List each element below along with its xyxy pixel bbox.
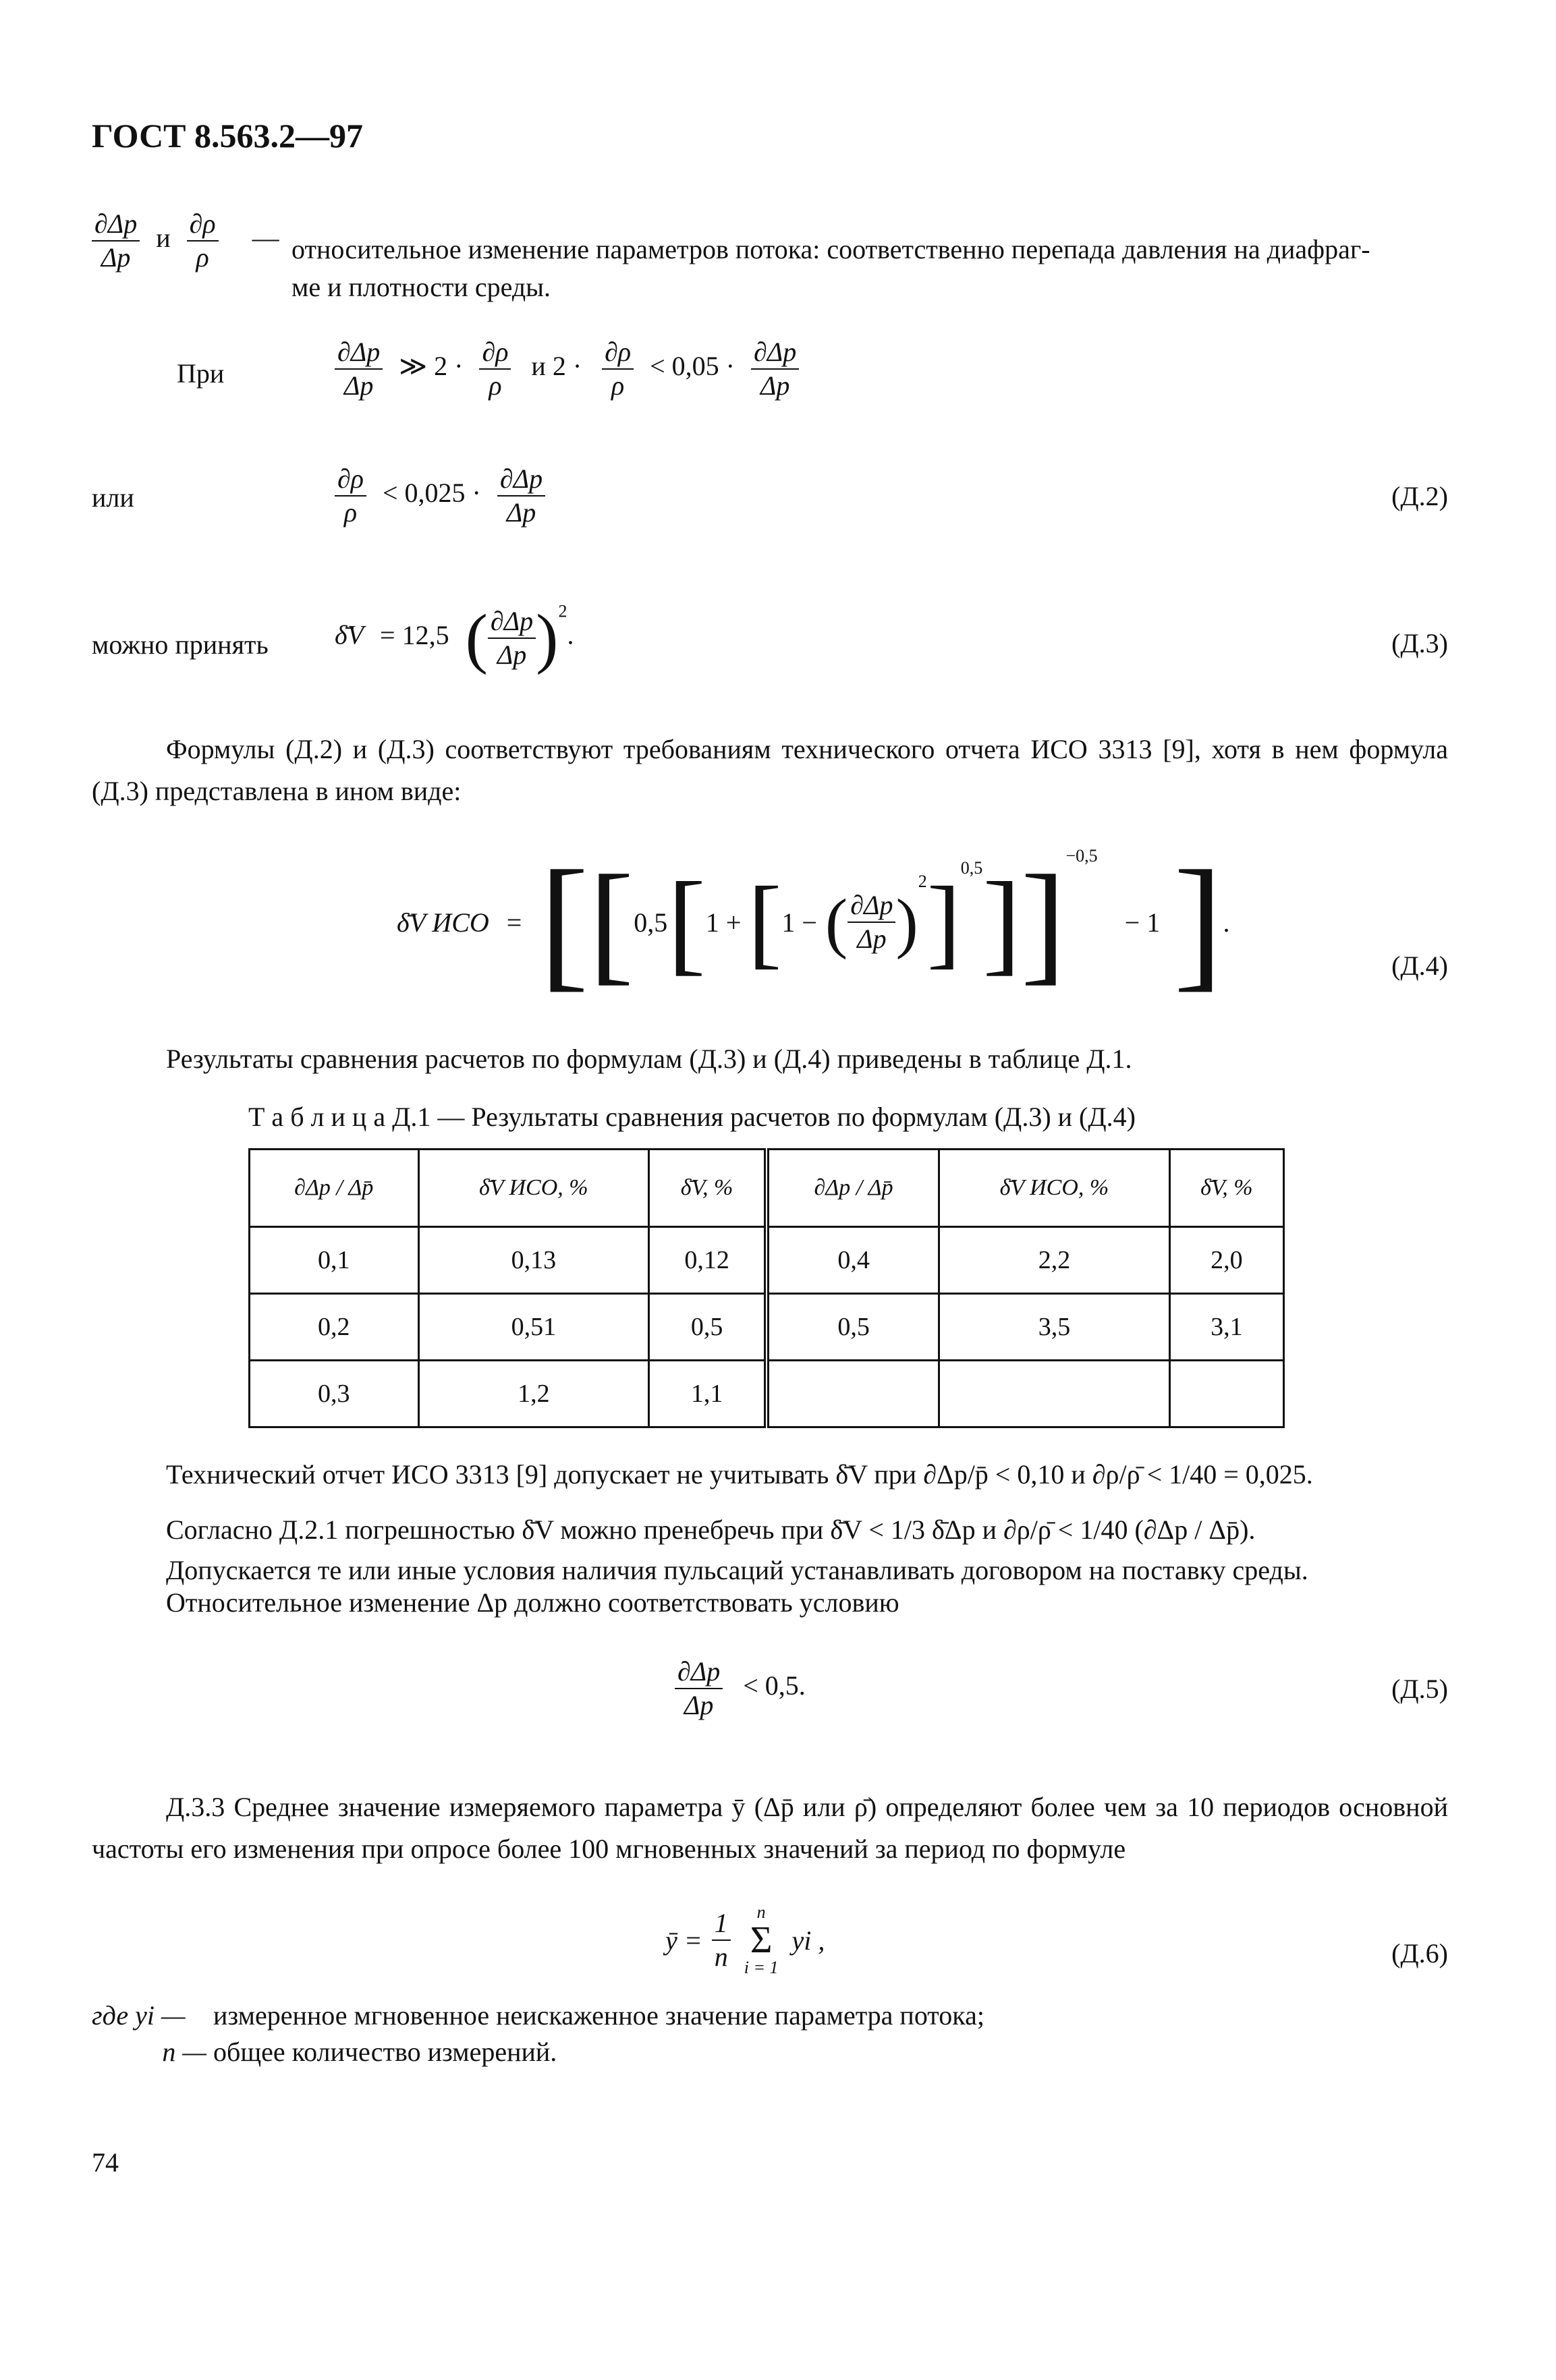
fraction: $\frac{\partial\Delta p}{\Delta p}$ (848, 892, 895, 953)
condition-formula: $\frac{\partial\Delta p}{\Delta p}$ ≫ 2 · $\frac{\partial\rho}{\rho}$ и 2 · $\frac{\partial\rho}{\rho}$ < 0,05 · $\frac{\partial\Delta p}{\Delta p}$ (335, 339, 799, 399)
equation-d2: $\frac{\partial\rho}{\rho}$ < 0,025 · $\frac{\partial\Delta p}{\Delta p}$ (335, 465, 545, 526)
table-cell: 0,4 (767, 1227, 939, 1294)
fraction: $\frac{\partial\Delta p}{\Delta p}$ (488, 608, 536, 669)
accept-label: можно принять (92, 629, 269, 660)
fraction: $\frac{\partial\Delta p}{\Delta p}$ (497, 465, 545, 526)
fraction: $\frac{\partial\rho}{\rho}$ (335, 465, 366, 526)
fraction: $\frac{1}{n}$ (712, 1910, 731, 1971)
paragraph: Согласно Д.2.1 погрешностью δ̄V можно пренебречь при δ̄V < 1/3 δ̄Δp и ∂ρ/ρ̄ < 1/40 (∂Δp / Δp̄). (166, 1514, 1256, 1545)
fraction: $\frac{\partial\Delta p}{\Delta p}$ (751, 339, 799, 399)
table-caption: Т а б л и ц а Д.1 — Результаты сравнения расчетов по формулам (Д.3) и (Д.4) (248, 1102, 1136, 1132)
table-header-cell: ∂Δp / Δp̄ (767, 1150, 939, 1227)
page-number: 74 (92, 2147, 119, 2178)
table-cell: 1,2 (418, 1361, 649, 1427)
equation-number: (Д.3) (1391, 628, 1448, 658)
table-cell: 3,5 (939, 1294, 1170, 1361)
table-cell: 0,2 (250, 1294, 419, 1361)
results-table (248, 1148, 1285, 1428)
table-cell (1169, 1361, 1283, 1427)
fraction: $\frac{\partial\rho}{\rho}$ (602, 339, 634, 399)
equation-number: (Д.4) (1391, 951, 1448, 981)
or-label: или (92, 482, 134, 513)
equation-d3: δ̄V = 12,5 ( $\frac{\partial\Delta p}{\Delta p}$ )$^2$. (335, 600, 574, 675)
table-cell: 0,5 (767, 1294, 939, 1361)
summation: n Σ i = 1 (744, 1902, 779, 1977)
paragraph: Результаты сравнения расчетов по формулам (Д.3) и (Д.4) приведены в таблице Д.1. (166, 1044, 1132, 1074)
equation-number: (Д.6) (1391, 1938, 1448, 1968)
table-cell: 0,5 (649, 1294, 767, 1361)
table-header-cell: δ̄V ИСО, % (939, 1150, 1170, 1227)
table-row (250, 1361, 1284, 1427)
paragraph: Относительное изменение Δp должно соответствовать условию (166, 1587, 899, 1618)
definition-text-2: ме и плотности среды. (291, 272, 551, 302)
fraction: $\frac{\partial\rho}{\rho}$ (479, 339, 511, 399)
paragraph: Формулы (Д.2) и (Д.3) соответствуют требованиям технического отчета ИСО 3313 [9], хотя в нем формула (Д.3) представлена в ином виде: (92, 734, 1448, 806)
document-title: ГОСТ 8.563.2—97 (92, 117, 364, 154)
table-cell: 0,51 (418, 1294, 649, 1361)
equation-number: (Д.2) (1391, 481, 1448, 511)
condition-label: При (177, 358, 225, 389)
table-header-cell: δ̄V, % (1169, 1150, 1283, 1227)
table-cell: 0,1 (250, 1227, 419, 1294)
table-cell: 3,1 (1169, 1294, 1283, 1361)
table-header-cell: δ̄V ИСО, % (418, 1150, 649, 1227)
paragraph: Допускается те или иные условия наличия пульсаций устанавливать договором на поставку среды. (166, 1555, 1308, 1585)
table-cell (939, 1361, 1170, 1427)
fraction: $\frac{\partial\Delta p}{\Delta p}$ (92, 210, 140, 271)
paragraph: Технический отчет ИСО 3313 [9] допускает не учитывать δ̄V при ∂Δp/p̄ < 0,10 и ∂ρ/ρ̄ < 1/40 = 0,025. (166, 1459, 1313, 1490)
fraction: $\frac{\partial\rho}{\rho}$ (187, 210, 219, 271)
table-row (250, 1227, 1284, 1294)
table-cell (767, 1361, 939, 1427)
equation-d5: $\frac{\partial\Delta p}{\Delta p}$ < 0,5. (675, 1658, 806, 1719)
equation-d4: δ̄V ИСО = [ [ 0,5 [ 1 + [ 1 − ( $\frac{\partial\Delta p}{\Delta p}$ ) 2 ] 0,5 ] ] −0,5 − 1 ] . (397, 839, 1230, 1004)
equation-d6: ȳ = $\frac{1}{n}$ n Σ i = 1 yi , (665, 1902, 825, 1977)
where-line-2: n — общее количество измерений. (162, 2037, 557, 2067)
table-cell: 1,1 (649, 1361, 767, 1427)
table-header-row (250, 1150, 1284, 1227)
where-line-1: где yi — измеренное мгновенное неискаженное значение параметра потока; (92, 2000, 984, 2031)
fraction: $\frac{\partial\Delta p}{\Delta p}$ (335, 339, 383, 399)
table-row (250, 1294, 1284, 1361)
definition-line: $\frac{\partial\Delta p}{\Delta p}$ и $\frac{\partial\rho}{\rho}$ — (92, 210, 291, 271)
table-cell: 0,12 (649, 1227, 767, 1294)
table-header-cell: δ̄V, % (649, 1150, 767, 1227)
equation-number: (Д.5) (1391, 1674, 1448, 1704)
table-cell: 0,13 (418, 1227, 649, 1294)
table-cell: 0,3 (250, 1361, 419, 1427)
table-header-cell: ∂Δp / Δp̄ (250, 1150, 419, 1227)
fraction: $\frac{\partial\Delta p}{\Delta p}$ (675, 1658, 723, 1719)
paragraph: Д.3.3 Среднее значение измеряемого параметра ȳ (Δp̄ или ρ̄) определяют более чем за 10 периодов основной частоты его изменения при опросе более 100 мгновенных значений за период по формуле (92, 1792, 1448, 1864)
table-cell: 2,0 (1169, 1227, 1283, 1294)
table-cell: 2,2 (939, 1227, 1170, 1294)
definition-text-1: относительное изменение параметров потока: соответственно перепада давления на диафраг- (291, 234, 1370, 264)
